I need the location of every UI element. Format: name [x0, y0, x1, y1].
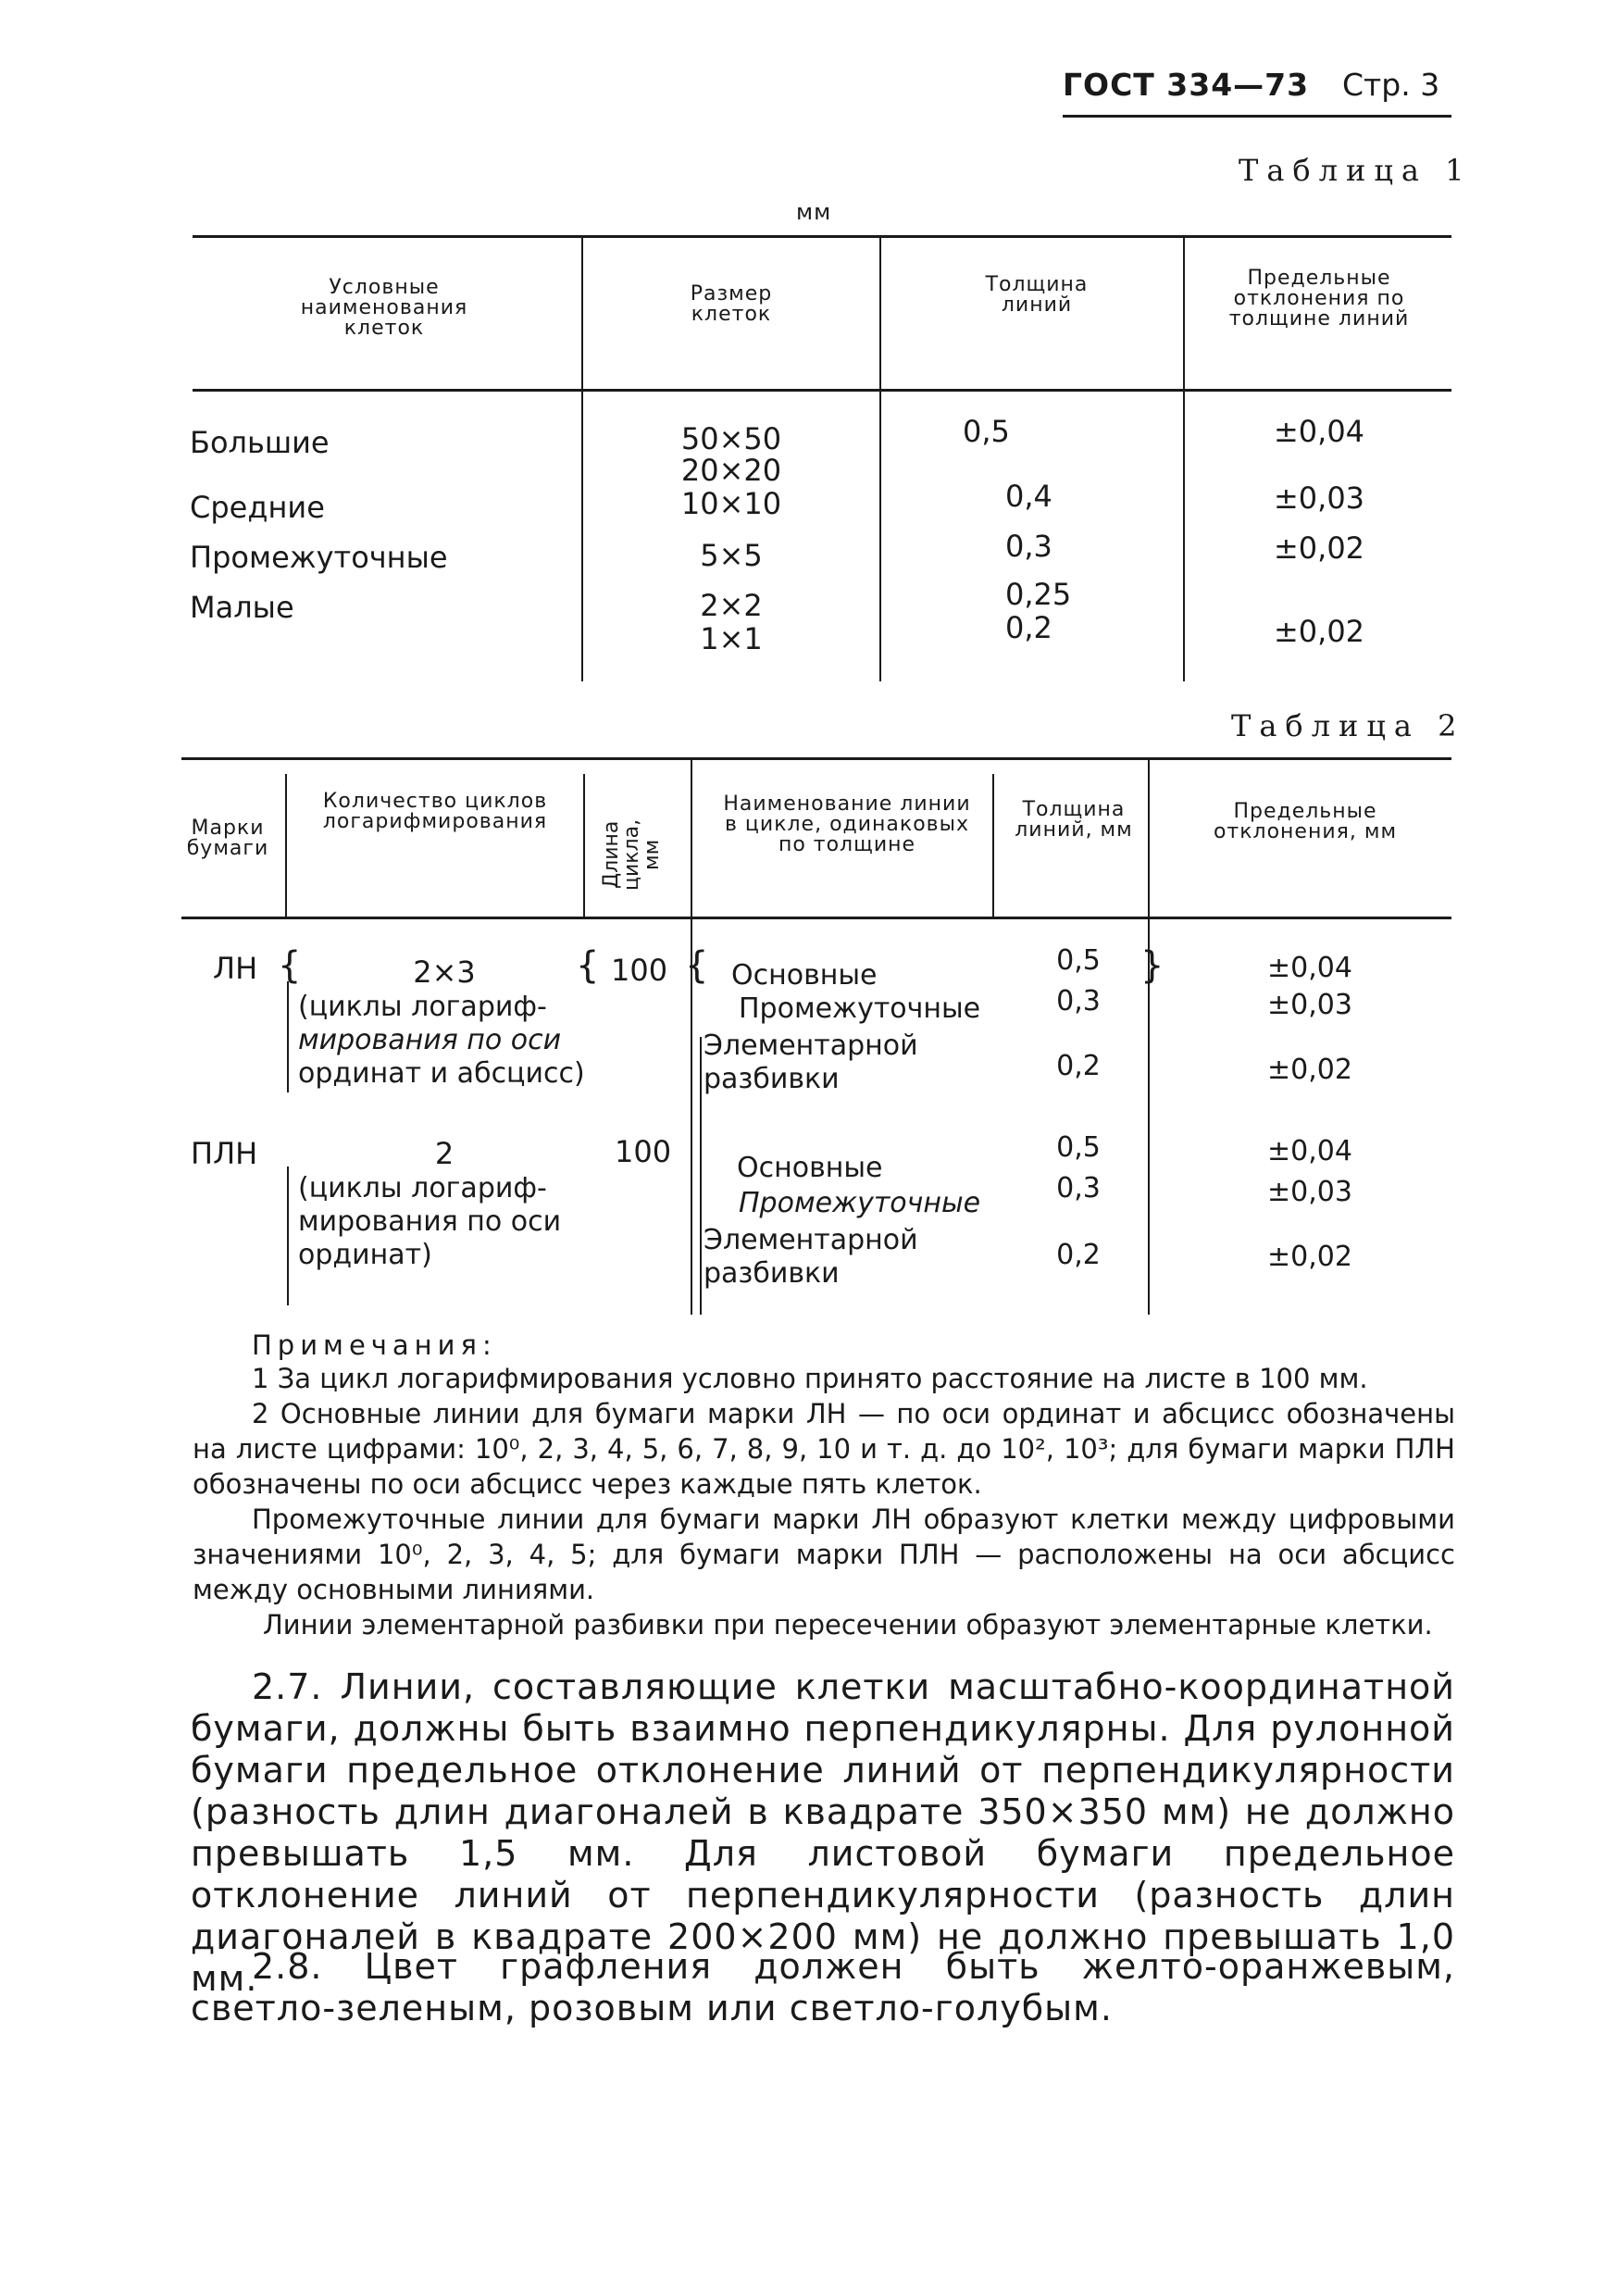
table1-header-thickness: Толщина линий: [985, 273, 1089, 317]
table1-col-divider-3: [1183, 237, 1185, 681]
table1-row-thickness: 0,4: [1005, 479, 1052, 514]
table2-header-rule: [181, 917, 1451, 919]
table2-line-deviation: ±0,02: [1267, 1241, 1352, 1273]
table2-top-rule: [181, 757, 1451, 760]
paragraph-2-7: 2.7. Линии, составляющие клетки масштабно-координатной бумаги, должны быть взаимно перпендикулярны. Для рулонной бумаги предельное отклонение линий от перпендикулярности (разность длин диагоналей в квадрате 350×350 мм) не должно превышать 1,5 мм. Для листовой бумаги предельное отклонение линий от перпендикулярности (разность длин диагоналей в квадрате 200×200 мм) не должно превышать 1,0 мм.: [191, 1666, 1455, 1999]
table1-header-rule: [193, 389, 1451, 392]
table2-cycles-line: 2×3: [413, 955, 476, 990]
cycles-side-rule: [287, 1167, 289, 1305]
table2-cycles-line: мирования по оси: [298, 1024, 562, 1056]
note-item: Промежуточные линии для бумаги марки ЛН образуют клетки между цифровыми значениями 10⁰, 2, 3, 4, 5; для бумаги марки ПЛН — расположены на оси абсцисс между основными линиями.: [193, 1504, 1455, 1605]
table1-row-thickness: 0,3: [1005, 529, 1052, 564]
page-number: Стр. 3: [1342, 67, 1440, 103]
line-name-side-rule: [700, 1037, 702, 1315]
table2-caption: Таблица 2: [1231, 708, 1465, 743]
table2-line-deviation: ±0,03: [1267, 989, 1352, 1021]
table2-header-mark: Марки бумаги: [186, 817, 269, 860]
table2-cycles-line: (циклы логариф-: [298, 991, 547, 1023]
table1-row-name: Средние: [190, 490, 325, 525]
table2-line-thickness: 0,5: [1056, 944, 1101, 977]
table1-caption: Таблица 1: [1239, 153, 1473, 188]
table2-line-thickness: 0,3: [1056, 985, 1101, 1017]
table2-line-name: Основные: [737, 1152, 883, 1184]
cycles-side-rule: [287, 981, 289, 1092]
table2-header-cycles: Количество циклов логарифмирования: [322, 790, 548, 833]
table1-row-name: Малые: [190, 590, 294, 625]
table2-col-divider-3: [691, 759, 692, 1315]
table1-row-size: 1×1: [700, 621, 763, 656]
table2-cycles-line: 2: [434, 1136, 455, 1171]
table1-header-deviation: Предельные отклонения по толщине линий: [1228, 267, 1410, 331]
table2-line-deviation: ±0,04: [1267, 952, 1352, 984]
table1-row-size: 20×20: [680, 453, 782, 488]
table2-line-thickness: 0,3: [1056, 1172, 1101, 1204]
table2-line-deviation: ±0,02: [1267, 1054, 1352, 1086]
table2-line-name: Основные: [731, 959, 878, 992]
table2-line-thickness: 0,5: [1056, 1131, 1101, 1164]
table2-line-deviation: ±0,03: [1267, 1176, 1352, 1208]
table2-line-thickness: 0,2: [1056, 1239, 1101, 1271]
table2-mark: ПЛН: [191, 1136, 258, 1171]
table2-col-divider-5: [1148, 759, 1150, 1315]
table2-line-name: Промежуточные: [739, 1187, 981, 1219]
group-brace: {: [576, 944, 600, 987]
header-rule: [1063, 115, 1451, 118]
table1-row-size: 50×50: [680, 421, 782, 456]
table2-mark: ЛН: [213, 951, 258, 986]
table1-row-deviation: ±0,03: [1273, 480, 1365, 516]
table2-header-length: Длина цикла, мм: [600, 818, 664, 891]
table2-line-thickness: 0,2: [1056, 1050, 1101, 1082]
paragraph-2-8: 2.8. Цвет графления должен быть желто-оранжевым, светло-зеленым, розовым или светло-голубым.: [191, 1946, 1455, 2028]
table1-row-thickness: 0,2: [1005, 610, 1052, 645]
table1-row-name: Промежуточные: [190, 540, 448, 575]
table2-length: 100: [611, 953, 668, 988]
group-brace: {: [685, 944, 709, 987]
table1-header-name: Условные наименования клеток: [300, 276, 468, 340]
table1-unit: мм: [796, 199, 832, 225]
table2-header-thickness: Толщина линий, мм: [1015, 798, 1133, 842]
table1-row-deviation: ±0,04: [1273, 414, 1365, 449]
table1-row-thickness: 0,25: [1005, 577, 1072, 612]
table2-col-divider-4: [992, 774, 994, 917]
note-item: 1 За цикл логарифмирования условно принято расстояние на листе в 100 мм.: [252, 1363, 1368, 1394]
table2-cycles-line: ординат): [298, 1239, 432, 1271]
table1-top-rule: [193, 235, 1451, 238]
table2-line-deviation: ±0,04: [1267, 1135, 1352, 1167]
table2-line-name: Элементарной разбивки: [704, 1224, 918, 1290]
document-code: ГОСТ 334—73: [1063, 67, 1310, 103]
table2-col-divider-2: [583, 774, 585, 917]
table2-length: 100: [615, 1134, 672, 1169]
note-item: 2 Основные линии для бумаги марки ЛН — по оси ординат и абсцисс обозначены на листе цифрами: 10⁰, 2, 3, 4, 5, 6, 7, 8, 9, 10 и т. д. до 10², 10³; для бумаги марки ПЛН обозначены по оси абсцисс через каждые пять клеток.: [193, 1398, 1455, 1500]
table1-header-size: Размер клеток: [690, 282, 773, 326]
table2-col-divider-1: [285, 774, 287, 917]
table1-row-deviation: ±0,02: [1273, 530, 1365, 566]
table2-cycles-line: (циклы логариф-: [298, 1172, 547, 1204]
table2-line-name: Элементарной разбивки: [704, 1029, 918, 1095]
table1-col-divider-1: [581, 237, 583, 681]
table2-header-line-name: Наименование линии в цикле, одинаковых по толщине: [723, 792, 971, 856]
table1-row-deviation: ±0,02: [1273, 614, 1365, 649]
table1-row-thickness: 0,5: [963, 414, 1010, 449]
table1-row-size: 10×10: [680, 486, 782, 521]
table2-cycles-line: мирования по оси: [298, 1205, 562, 1238]
notes-title: Примечания:: [252, 1329, 497, 1361]
table2-cycles-line: ординат и абсцисс): [298, 1057, 585, 1090]
group-brace: {: [278, 944, 302, 987]
table2-header-deviation: Предельные отклонения, мм: [1213, 800, 1398, 843]
table1-col-divider-2: [879, 237, 881, 681]
table1-row-size: 5×5: [700, 538, 763, 573]
table1-row-name: Большие: [190, 425, 330, 460]
table2-line-name: Промежуточные: [739, 992, 981, 1025]
note-item: Линии элементарной разбивки при пересечении образуют элементарные клетки.: [263, 1609, 1433, 1641]
group-brace: }: [1140, 944, 1164, 987]
table1-row-size: 2×2: [700, 588, 763, 623]
